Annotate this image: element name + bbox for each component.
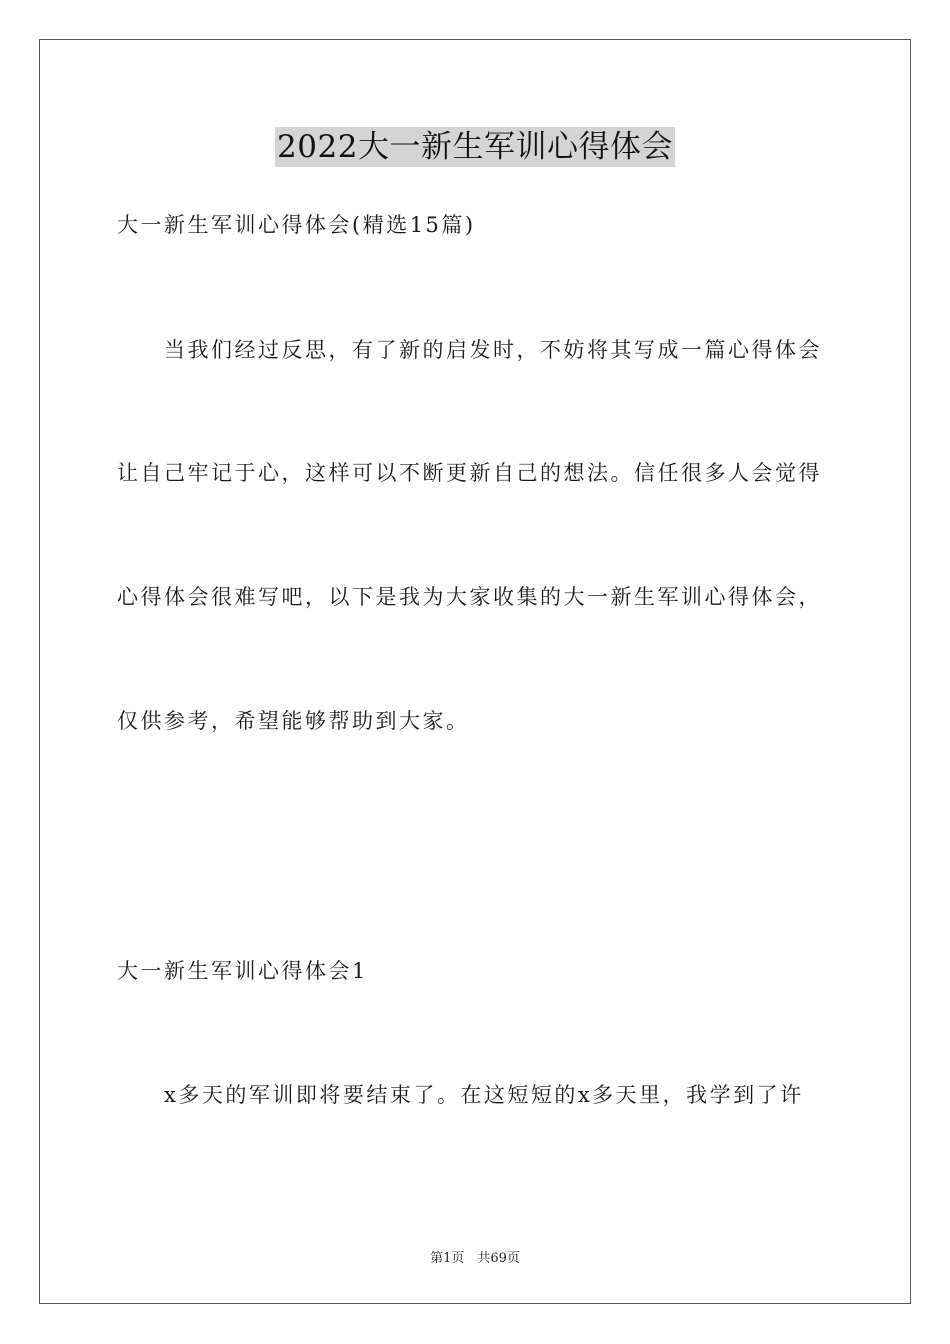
section-heading: 大一新生军训心得体会1	[117, 959, 368, 983]
title-container	[0, 127, 950, 167]
section-first-line: x多天的军训即将要结束了。在这短短的x多天里，我学到了许	[164, 1083, 804, 1107]
intro-line-3: 心得体会很难写吧，以下是我为大家收集的大一新生军训心得体会，	[117, 585, 822, 609]
intro-line-2: 让自己牢记于心，这样可以不断更新自己的想法。信任很多人会觉得	[117, 461, 822, 485]
document-title: 2022大一新生军训心得体会	[277, 129, 673, 165]
document-subtitle: 大一新生军训心得体会(精选15篇)	[117, 213, 476, 237]
intro-line-1: 当我们经过反思，有了新的启发时，不妨将其写成一篇心得体会	[164, 338, 822, 362]
page-number-footer: 第1页 共69页	[430, 1251, 520, 1266]
intro-line-4: 仅供参考，希望能够帮助到大家。	[117, 709, 470, 733]
